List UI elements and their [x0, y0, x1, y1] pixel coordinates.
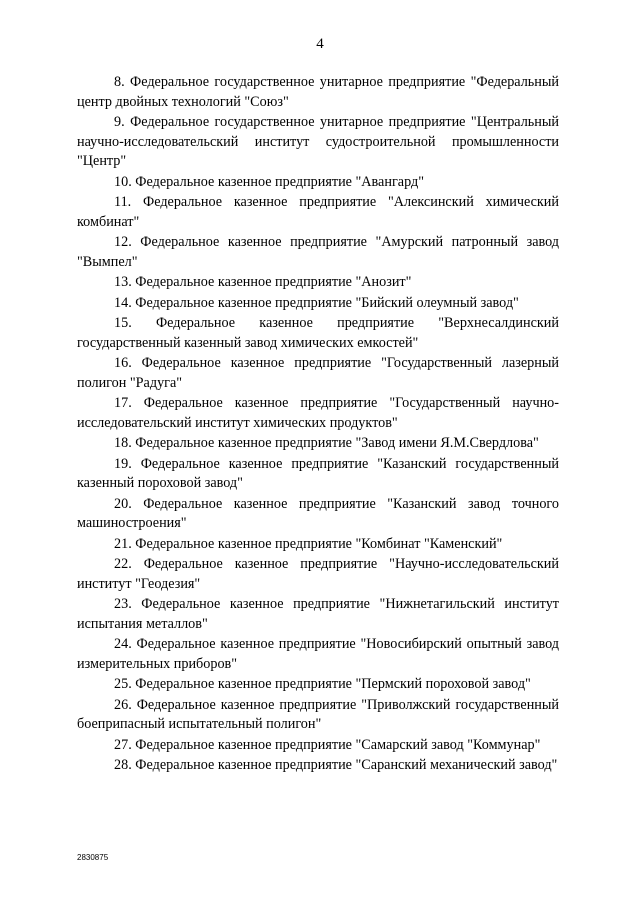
list-item: 9. Федеральное государственное унитарное предприятие "Центральный научно-исследовательский институт судостроительной промышленности "Центр" [77, 114, 559, 169]
list-item: 15. Федеральное казенное предприятие "Верхнесалдинский государственный казенный завод химических емкостей" [77, 315, 559, 351]
document-code: 2830875 [77, 853, 109, 862]
list-item: 22. Федеральное казенное предприятие "Научно-исследовательский институт "Геодезия" [77, 556, 559, 592]
list-item: 14. Федеральное казенное предприятие "Бийский олеумный завод" [114, 294, 519, 311]
list-item: 8. Федеральное государственное унитарное предприятие "Федеральный центр двойных технологий "Союз" [77, 74, 559, 110]
list-item: 27. Федеральное казенное предприятие "Самарский завод "Коммунар" [114, 736, 541, 753]
list-item: 18. Федеральное казенное предприятие "Завод имени Я.М.Свердлова" [114, 435, 539, 451]
page-number: 4 [316, 36, 324, 52]
list-item: 13. Федеральное казенное предприятие "Анозит" [114, 274, 412, 290]
list-item: 16. Федеральное казенное предприятие "Государственный лазерный полигон "Радуга" [77, 355, 559, 391]
list-item: 24. Федеральное казенное предприятие "Новосибирский опытный завод измерительных приборов" [77, 636, 559, 672]
list-item: 19. Федеральное казенное предприятие "Казанский государственный казенный пороховой завод" [77, 455, 559, 491]
enterprise-list [77, 73, 559, 777]
list-item: 20. Федеральное казенное предприятие "Казанский завод точного машиностроения" [77, 495, 559, 531]
list-item: 26. Федеральное казенное предприятие "Приволжский государственный боеприпасный испытательный полигон" [77, 696, 559, 732]
list-item: 23. Федеральное казенное предприятие "Нижнетагильский институт испытания металлов" [77, 596, 559, 632]
list-item: 21. Федеральное казенное предприятие "Комбинат "Каменский" [114, 535, 503, 552]
list-item: 11. Федеральное казенное предприятие "Алексинский химический комбинат" [77, 194, 559, 230]
list-item: 10. Федеральное казенное предприятие "Авангард" [114, 173, 424, 190]
list-item: 17. Федеральное казенное предприятие "Государственный научно-исследовательский институт химических продуктов" [77, 395, 559, 431]
list-item: 25. Федеральное казенное предприятие "Пермский пороховой завод" [114, 676, 531, 692]
list-item: 28. Федеральное казенное предприятие "Саранский механический завод" [114, 757, 558, 773]
list-item: 12. Федеральное казенное предприятие "Амурский патронный завод "Вымпел" [77, 234, 559, 270]
